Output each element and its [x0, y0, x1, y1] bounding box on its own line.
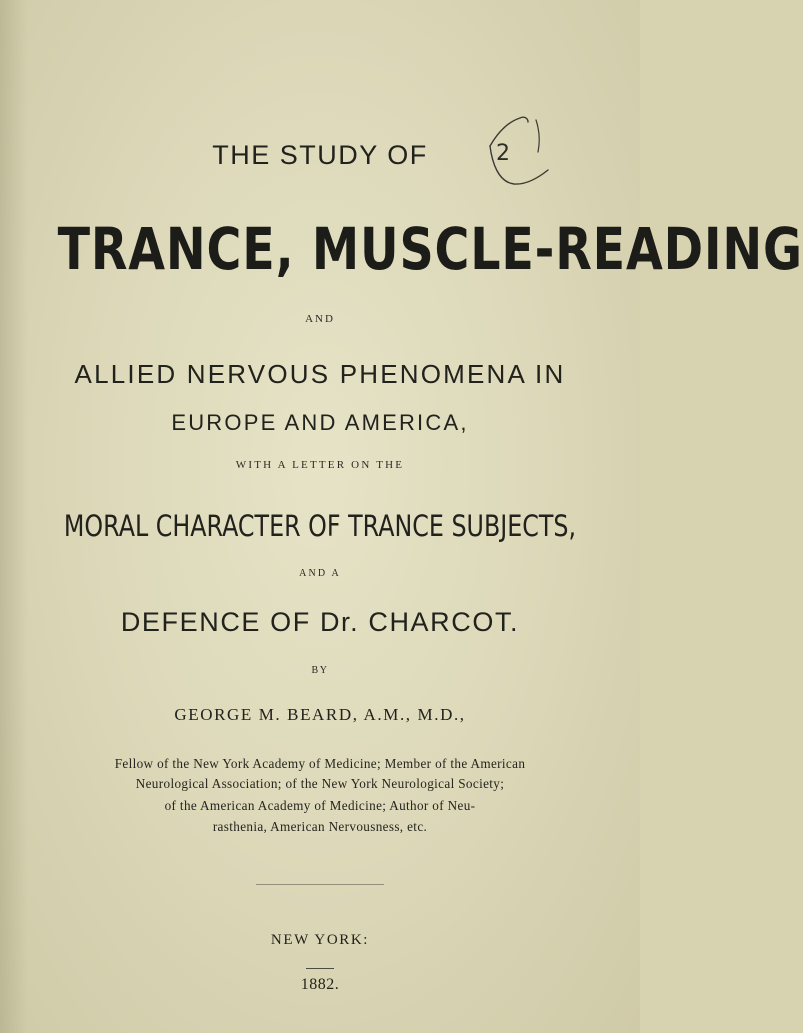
- title-europe-and-america: EUROPE AND AMERICA,: [171, 410, 469, 435]
- handwritten-circle-icon: [476, 112, 556, 190]
- subtitle-with-a-letter: WITH A LETTER ON THE: [235, 459, 405, 471]
- title-trance-muscle-reading: TRANCE, MUSCLE-READING: [57, 215, 803, 283]
- title-study-of: THE STUDY OF: [212, 140, 428, 170]
- title-allied-nervous-phenomena: ALLIED NERVOUS PHENOMENA IN: [74, 359, 566, 389]
- author-name: GEORGE M. BEARD, A.M., M.D.,: [174, 705, 466, 724]
- publication-year: 1882.: [300, 976, 340, 993]
- short-divider-rule: [306, 968, 334, 969]
- handwritten-number-mark: [476, 112, 556, 190]
- subtitle-and-a: AND A: [299, 568, 341, 579]
- author-credentials-line: Fellow of the New York Academy of Medicine; Member of the American: [114, 756, 526, 771]
- handwritten-number: 2: [496, 141, 510, 166]
- subtitle-moral-character: MORAL CHARACTER OF TRANCE SUBJECTS,: [63, 509, 577, 543]
- author-credentials-line: Neurological Association; of the New York Neurological Society;: [135, 776, 505, 791]
- publication-place: NEW YORK:: [270, 932, 370, 948]
- author-credentials-line: rasthenia, American Nervousness, etc.: [212, 819, 428, 834]
- title-and: AND: [305, 313, 335, 325]
- byline-label: BY: [311, 665, 329, 676]
- subtitle-defence-of-charcot: DEFENCE OF Dr. CHARCOT.: [120, 607, 520, 637]
- divider-rule: [256, 884, 384, 885]
- author-credentials-line: of the American Academy of Medicine; Author of Neu-: [164, 798, 476, 813]
